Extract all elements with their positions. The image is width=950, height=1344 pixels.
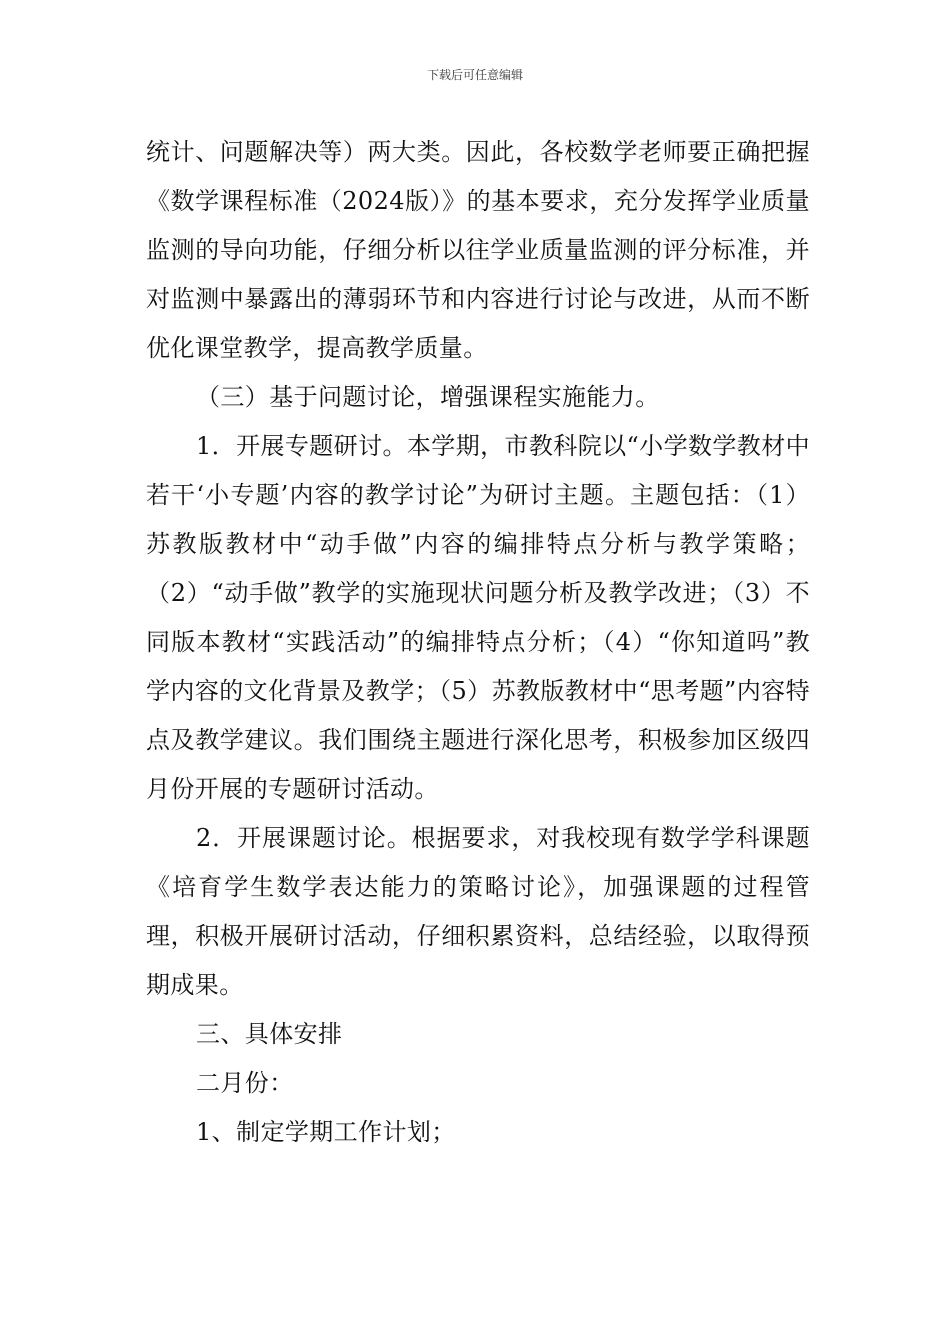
subheading: 二月份： [196, 1069, 294, 1097]
section-heading: 三、具体安排 [196, 1020, 343, 1048]
list-item: 1、制定学期工作计划； [196, 1118, 456, 1146]
document-body [146, 128, 810, 1157]
paragraph: 统计、问题解决等）两大类。因此，各校数学老师要正确把握《数学课程标准（2024版）》的基本要求，充分发挥学业质量监测的导向功能，仔细分析以往学业质量监测的评分标准，并对监测中暴露出的薄弱环节和内容进行讨论与改进，从而不断优化课堂教学，提高教学质量。 [146, 138, 810, 362]
section-heading: （三）基于问题讨论，增强课程实施能力。 [196, 383, 660, 411]
page-header: 下载后可任意编辑 [426, 68, 523, 82]
paragraph: 2．开展课题讨论。根据要求，对我校现有数学学科课题《培育学生数学表达能力的策略讨论》，加强课题的过程管理，积极开展研讨活动，仔细积累资料，总结经验，以取得预期成果。 [146, 824, 810, 999]
paragraph: 1．开展专题研讨。本学期，市教科院以“小学数学教材中若干‘小专题’内容的教学讨论”为研讨主题。主题包括：（1）苏教版教材中“动手做”内容的编排特点分析与教学策略；（2）“动手做”教学的实施现状问题分析及教学改进；（3）不同版本教材“实践活动”的编排特点分析；（4）“你知道吗”教学内容的文化背景及教学；（5）苏教版教材中“思考题”内容特点及教学建议。我们围绕主题进行深化思考，积极参加区级四月份开展的专题研讨活动。 [146, 432, 810, 803]
